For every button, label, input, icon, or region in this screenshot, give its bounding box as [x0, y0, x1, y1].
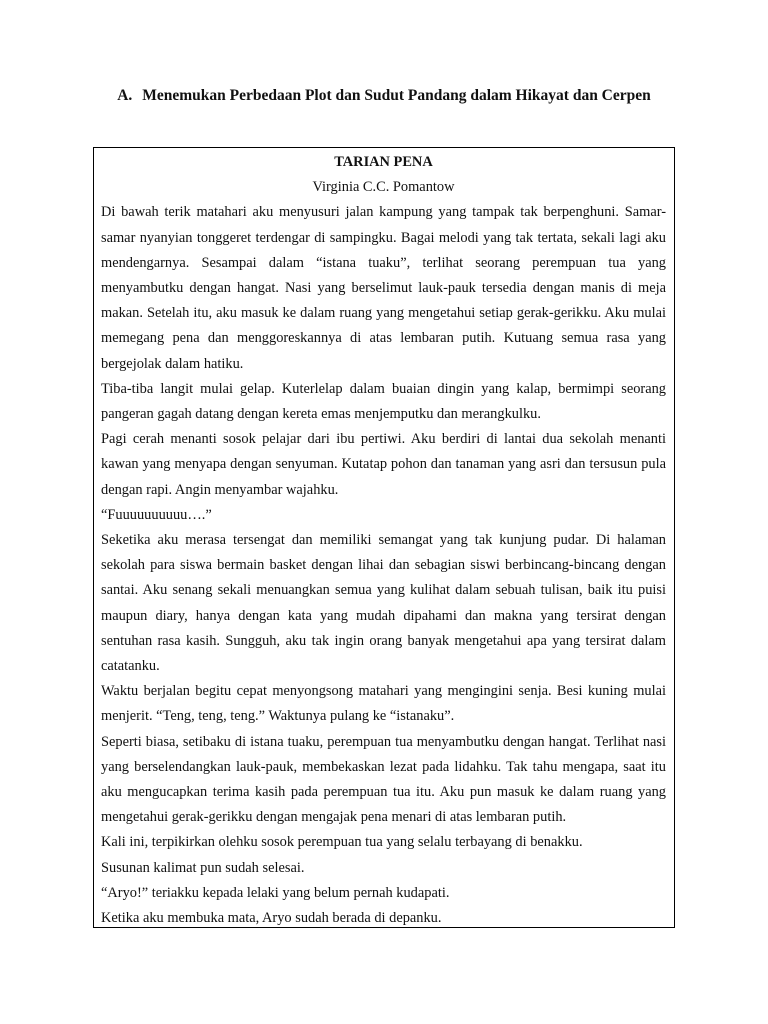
story-paragraph: Ketika aku membuka mata, Aryo sudah berada di depanku. [101, 910, 442, 927]
story-paragraph: “Aryo!” teriakku kepada lelaki yang belum pernah kudapati. [101, 884, 450, 901]
section-heading [0, 86, 768, 106]
story-title: TARIAN PENA [334, 154, 433, 170]
story-paragraph: Susunan kalimat pun sudah selesai. [101, 859, 305, 876]
story-paragraph: “Fuuuuuuuuuu….” [101, 506, 212, 523]
story-paragraph: Di bawah terik matahari aku menyusuri jalan kampung yang tampak tak berpenghuni. Samar-samar nyanyian tonggeret terdengar di sampingku. Bagai melodi yang tak tertata, sekali lagi aku mendengarnya. Sesampai dalam “istana tuaku”, terlihat seorang perempuan tua yang menyambutku dengan hangat. Nasi yang berselimut lauk-pauk tersedia dengan manis di meja makan. Setelah itu, aku masuk ke dalam ruang yang mengetahui setiap gerak-gerikku. Aku mulai memegang pena dan menggoreskannya di atas lembaran putih. Kutuang semua rasa yang bergejolak dalam hatiku. [101, 204, 666, 372]
story-paragraph: Kali ini, terpikirkan olehku sosok perempuan tua yang selalu terbayang di benakku. [101, 834, 583, 851]
section-title: Menemukan Perbedaan Plot dan Sudut Pandang dalam Hikayat dan Cerpen [142, 87, 651, 104]
story-paragraph: Seperti biasa, setibaku di istana tuaku, perempuan tua menyambutku dengan hangat. Terlihat nasi yang berselendangkan lauk-pauk, membekaskan lezat pada lidahku. Tak tahu mengapa, saat itu aku mengucapkan terima kasih pada perempuan tua itu. Aku pun masuk ke dalam ruang yang mengetahui gerak-gerikku dengan mengajak pena menari di atas lembaran putih. [101, 733, 666, 826]
story-paragraph: Seketika aku merasa tersengat dan memiliki semangat yang tak kunjung pudar. Di halaman sekolah para siswa bermain basket dengan lihai dan sebagian siswi berbincang-bincang dengan santai. Aku senang sekali menuangkan semua yang kulihat dalam sebuah tulisan, baik itu puisi maupun diary, hanya dengan kata yang mudah dipahami dan makna yang tersirat dengan sentuhan rasa kasih. Sungguh, aku tak ingin orang banyak mengetahui apa yang tersirat dalam catatanku. [101, 532, 666, 675]
story-paragraph: Waktu berjalan begitu cepat menyongsong matahari yang mengingini senja. Besi kuning mulai menjerit. “Teng, teng, teng.” Waktunya pulang ke “istanaku”. [101, 683, 666, 725]
story-author: Virginia C.C. Pomantow [312, 179, 455, 196]
story-paragraph: Tiba-tiba langit mulai gelap. Kuterlelap dalam buaian dingin yang kalap, bermimpi seorang pangeran gagah datang dengan kereta emas menjemputku dan merangkulku. [101, 380, 666, 423]
story-box [93, 147, 675, 928]
section-number: A. [117, 87, 133, 104]
story-paragraph: Pagi cerah menanti sosok pelajar dari ibu pertiwi. Aku berdiri di lantai dua sekolah menanti kawan yang menyapa dengan senyuman. Kutatap pohon dan tanaman yang asri dan tersusun pula dengan rapi. Angin menyambar wajahku. [101, 431, 666, 498]
